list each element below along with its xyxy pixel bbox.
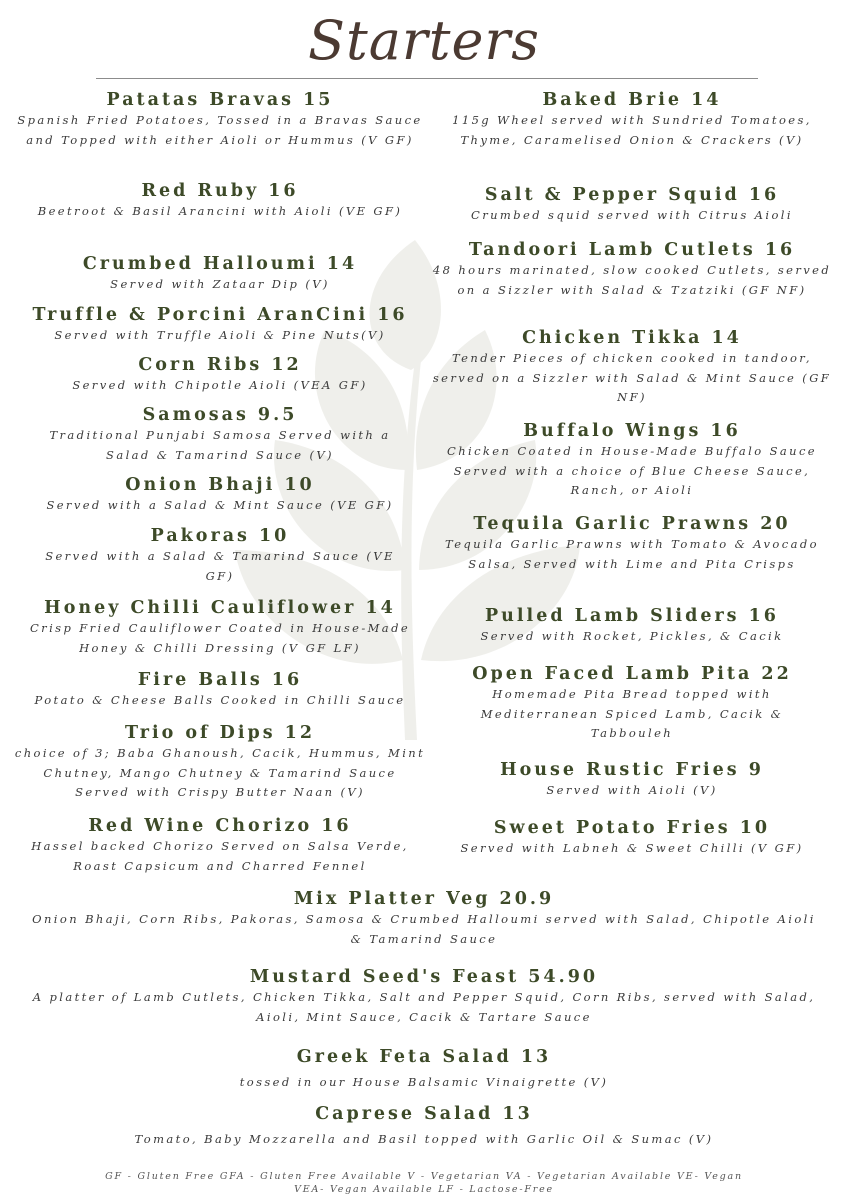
item-description: Crisp Fried Cauliflower Coated in House-Made Honey & Chilli Dressing (V GF LF) [29,621,411,655]
menu-item-fire-balls [14,669,426,711]
item-name: Patatas Bravas 15 [106,90,334,110]
menu-item-mustard-seeds-feast [10,966,838,1027]
item-description: Served with Labneh & Sweet Chilli (V GF) [460,841,804,855]
item-description: Homemade Pita Bread topped with Mediterranean Spiced Lamb, Cacik & Tabbouleh [480,687,784,740]
item-description: Traditional Punjabi Samosa Served with a Salad & Tamarind Sauce (V) [49,428,391,462]
item-description: Served with a Salad & Tamarind Sauce (VE GF) [45,549,395,583]
item-description: Served with Chipotle Aioli (VEA GF) [72,378,368,392]
item-name: Mix Platter Veg 20.9 [293,889,555,909]
item-name: Onion Bhaji 10 [125,475,315,495]
menu-item-mix-platter-veg [10,888,838,949]
item-name: Pakoras 10 [150,526,290,546]
legend-line: GF - Gluten Free GFA - Gluten Free Available V - Vegetarian VA - Vegetarian Available VE- Vegan [105,1171,743,1182]
menu-item-samosas [14,404,426,465]
item-description: Onion Bhaji, Corn Ribs, Pakoras, Samosa & Crumbed Halloumi served with Salad, Chipotle Aioli & Tamarind Sauce [32,912,816,946]
menu-item-tequila-garlic-prawns [424,513,840,574]
item-name: Salt & Pepper Squid 16 [484,185,780,205]
item-description: Served with Truffle Aioli & Pine Nuts(V) [54,328,386,342]
item-description: Served with a Salad & Mint Sauce (VE GF) [46,498,394,512]
item-description: tossed in our House Balsamic Vinaigrette (V) [239,1075,609,1089]
item-name: Fire Balls 16 [137,670,303,690]
item-name: Trio of Dips 12 [124,723,316,743]
item-name: Red Wine Chorizo 16 [88,816,352,836]
menu-title [0,0,848,80]
item-name: Baked Brie 14 [542,90,722,110]
menu-item-open-faced-lamb-pita [424,663,840,744]
item-description: Chicken Coated in House-Made Buffalo Sauce Served with a choice of Blue Cheese Sauce, Ranch, or Aioli [447,444,817,497]
item-name: Pulled Lamb Sliders 16 [485,606,779,626]
item-name: Buffalo Wings 16 [523,421,741,441]
legend-line: VEA- Vegan Available LF - Lactose-Free [294,1184,554,1195]
menu-item-pulled-lamb-sliders [424,605,840,647]
menu-item-house-rustic-fries [424,759,840,801]
item-description: 48 hours marinated, slow cooked Cutlets, served on a Sizzler with Salad & Tzatziki (GF NF) [432,263,832,297]
item-description: Spanish Fried Potatoes, Tossed in a Bravas Sauce and Topped with either Aioli or Hummus (V GF) [17,113,423,147]
menu-item-chicken-tikka [424,327,840,408]
item-name: Tandoori Lamb Cutlets 16 [468,240,796,260]
item-name: Chicken Tikka 14 [522,328,742,348]
item-name: Truffle & Porcini AranCini 16 [32,305,408,325]
menu-title-text: Starters [308,9,540,72]
menu-item-pakoras [14,525,426,586]
item-name: Tequila Garlic Prawns 20 [473,514,791,534]
item-description: choice of 3; Baba Ghanoush, Cacik, Hummus, Mint Chutney, Mango Chutney & Tamarind Sauce Served with Crispy Butter Naan (V) [14,746,426,799]
menu-item-honey-chilli-cauliflower [14,597,426,658]
menu-item-onion-bhaji [14,474,426,516]
item-description: Served with Zataar Dip (V) [110,277,330,291]
item-description: Potato & Cheese Balls Cooked in Chilli Sauce [34,693,406,707]
menu-item-corn-ribs [14,354,426,396]
menu-item-greek-feta-salad [10,1046,838,1093]
item-name: Corn Ribs 12 [138,355,302,375]
item-description: Crumbed squid served with Citrus Aioli [471,208,793,222]
item-name: Crumbed Halloumi 14 [82,254,358,274]
item-description: Served with Aioli (V) [546,783,718,797]
item-name: House Rustic Fries 9 [500,760,764,780]
menu-item-salt-pepper-squid [424,184,840,226]
menu-item-buffalo-wings [424,420,840,501]
menu-item-patatas-bravas [14,89,426,150]
menu-item-truffle-arancini [14,304,426,346]
menu-item-baked-brie [424,89,840,150]
menu-item-sweet-potato-fries [424,817,840,859]
item-name: Sweet Potato Fries 10 [493,818,771,838]
item-description: A platter of Lamb Cutlets, Chicken Tikka, Salt and Pepper Squid, Corn Ribs, served with Salad, Aioli, Mint Sauce, Cacik & Tartare Sauce [32,990,816,1024]
item-name: Samosas 9.5 [142,405,298,425]
menu-item-crumbed-halloumi [14,253,426,295]
item-name: Greek Feta Salad 13 [296,1047,552,1067]
item-name: Mustard Seed's Feast 54.90 [249,967,599,987]
item-name: Caprese Salad 13 [315,1104,533,1124]
item-description: 115g Wheel served with Sundried Tomatoes, Thyme, Caramelised Onion & Crackers (V) [452,113,812,147]
item-description: Tomato, Baby Mozzarella and Basil topped with Garlic Oil & Sumac (V) [134,1132,714,1146]
item-description: Tequila Garlic Prawns with Tomato & Avocado Salsa, Served with Lime and Pita Crisps [445,537,819,571]
menu-item-red-ruby [14,180,426,222]
menu-item-caprese-salad [10,1103,838,1150]
item-description: Beetroot & Basil Arancini with Aioli (VE GF) [37,204,403,218]
menu-item-tandoori-lamb-cutlets [424,239,840,300]
item-name: Red Ruby 16 [141,181,299,201]
item-description: Hassel backed Chorizo Served on Salsa Verde, Roast Capsicum and Charred Fennel [31,839,409,873]
item-name: Honey Chilli Cauliflower 14 [44,598,396,618]
item-name: Open Faced Lamb Pita 22 [472,664,792,684]
menu-item-trio-of-dips [14,722,426,803]
item-description: Served with Rocket, Pickles, & Cacik [480,629,784,643]
dietary-legend [10,1170,838,1196]
item-description: Tender Pieces of chicken cooked in tandoor, served on a Sizzler with Salad & Mint Sauce (GF NF) [432,351,832,404]
title-divider [96,78,758,79]
menu-item-red-wine-chorizo [14,815,426,876]
